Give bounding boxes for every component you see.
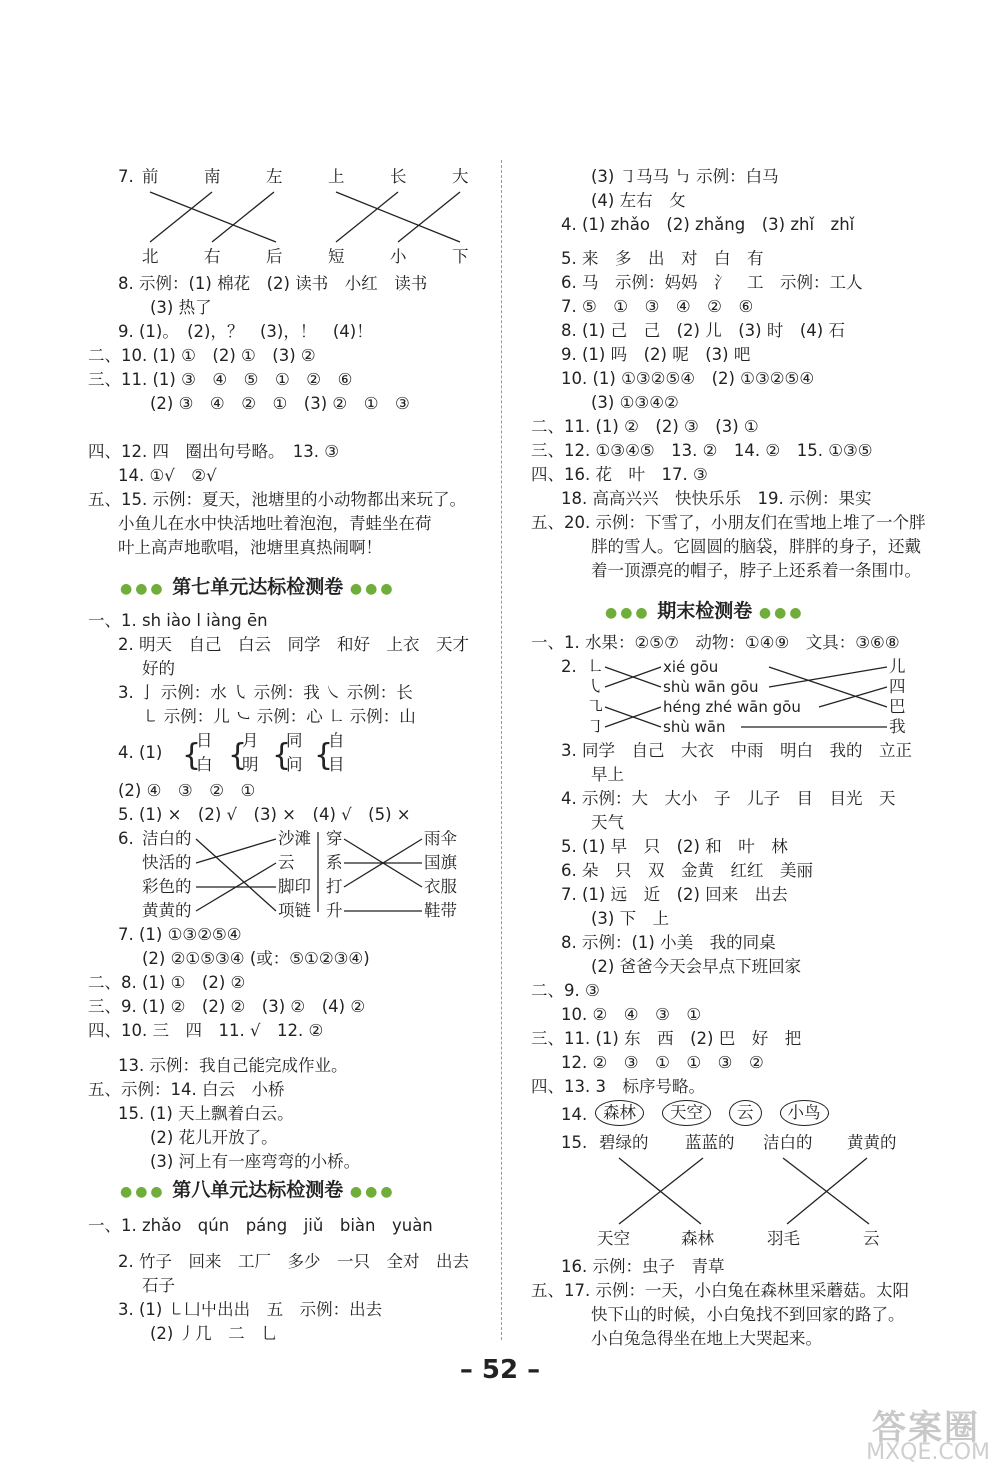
q7-top-6: 大: [452, 167, 469, 186]
q7-top-5: 长: [390, 167, 407, 186]
answer-line: (2) 爸爸今天会早点下班回家: [591, 957, 802, 976]
answer-line: 3. (1) ㇄凵屮出出 五 示例：出去: [118, 1300, 383, 1319]
answer-line: (3) 下 上: [591, 909, 670, 928]
answer-line: 13. 示例：我自己能完成作业。: [118, 1056, 348, 1075]
q2-name: xié gōu: [663, 658, 719, 676]
answer-line: (3) 热了: [150, 298, 212, 317]
answer-line: 9. (1)。 (2)，？ (3)，！ (4)！: [118, 322, 373, 341]
answer-line: 14. ①√ ②√: [118, 466, 217, 485]
answer-line: 小鱼儿在水中快活地吐着泡泡，青蛙坐在荷: [118, 514, 432, 533]
answer-line: 16. 示例：虫子 青草: [561, 1257, 725, 1276]
answer-line: ㇄ 示例：儿 ㇃ 示例：心 ㇗ 示例：山: [142, 707, 416, 726]
q2-stroke: ㇂: [587, 677, 604, 696]
answer-line: 着一顶漂亮的帽子，脖子上还系着一条围巾。: [591, 561, 921, 580]
oval-answer: 天空: [662, 1100, 711, 1126]
column-divider: [501, 160, 502, 1340]
q2-char: 四: [889, 677, 906, 696]
q6-verb: 升: [326, 901, 343, 920]
watermark-url: MXQE.COM: [866, 1440, 990, 1465]
answer-line: (4) 左右 攵: [591, 191, 686, 210]
answer-line: 五、15. 示例：夏天，池塘里的小动物都出来玩了。: [88, 490, 466, 509]
q6-left: 快活的: [142, 853, 192, 872]
q15-bottom: 云: [863, 1229, 880, 1248]
q15-top: 洁白的: [763, 1133, 813, 1152]
answer-line: (2) 花儿开放了。: [150, 1128, 278, 1147]
answer-line: 4. 示例：大 大小 子 儿子 目 目光 天: [561, 789, 896, 808]
answer-line: 三、12. ①③④⑤ 13. ② 14. ② 15. ①③⑤: [531, 441, 873, 460]
q2-stroke: ㇈: [587, 697, 604, 716]
q6-mid: 沙滩: [278, 829, 311, 848]
answer-line: 2. 竹子 回来 工厂 多少 一只 全对 出去: [118, 1252, 469, 1271]
q7-bottom-5: 小: [390, 247, 407, 266]
q6-verb: 穿: [326, 829, 343, 848]
answer-line: 叶上高声地歌唱，池塘里真热闹啊！: [118, 538, 382, 557]
q14-label: 14.: [561, 1105, 588, 1124]
answer-line: 10. (1) ①③②⑤④ (2) ①③②⑤④: [561, 369, 815, 388]
watermark-logo: 答案圈: [872, 1408, 980, 1448]
q6-right: 雨伞: [424, 829, 457, 848]
answer-line: 四、16. 花 叶 17. ③: [531, 465, 708, 484]
brace-icon: {: [314, 738, 334, 773]
answer-line: 8. (1) 己 己 (2) 儿 (3) 时 (4) 石: [561, 321, 845, 340]
bullet-dots-icon: ●●●: [349, 581, 396, 597]
q7-bottom-2: 右: [204, 247, 221, 266]
answer-line: 二、10. (1) ① (2) ① (3) ②: [88, 346, 316, 365]
q2-name: shù wān gōu: [663, 678, 759, 696]
answer-line: 一、1. sh iào l iàng ēn: [88, 611, 268, 630]
q15-bottom: 森林: [681, 1229, 714, 1248]
unit8-title: ●●● 第八单元达标检测卷 ●●●: [120, 1179, 396, 1201]
bullet-dots-icon: ●●●: [605, 605, 651, 621]
answer-line: 五、20. 示例：下雪了，小朋友们在雪地上堆了一个胖: [531, 513, 926, 532]
q15-top: 碧绿的: [599, 1133, 649, 1152]
q7-top-3: 左: [266, 167, 283, 186]
bullet-dots-icon: ●●●: [349, 1184, 396, 1200]
answer-line: 4. (1) zhǎo (2) zhǎng (3) zhǐ zhǐ: [561, 215, 855, 234]
answer-line: 四、12. 四 圈出句号略。 13. ③: [88, 442, 340, 461]
answer-line: 12. ② ③ ① ① ③ ②: [561, 1053, 764, 1072]
q6-right: 鞋带: [424, 901, 457, 920]
answer-line: 五、17. 示例：一天，小白兔在森林里采蘑菇。太阳: [531, 1281, 909, 1300]
oval-answer: 小鸟: [780, 1100, 829, 1126]
answer-line: 天气: [591, 813, 624, 832]
unit7-title: ●●● 第七单元达标检测卷 ●●●: [120, 576, 396, 598]
q2-name: shù wān: [663, 718, 726, 736]
q7-top-1: 前: [142, 167, 159, 186]
answer-line: 好的: [142, 659, 175, 678]
q7-top-4: 上: [328, 167, 345, 186]
answer-line: 一、1. zhǎo qún páng jiǔ biàn yuàn: [88, 1216, 433, 1235]
answer-line: 3. 同学 自己 大衣 中雨 明白 我的 立正: [561, 741, 912, 760]
q15-lines: [505, 0, 1000, 1240]
q6-mid: 脚印: [278, 877, 311, 896]
q6-mid: 云: [278, 853, 295, 872]
answer-line: 小白兔急得坐在地上大哭起来。: [591, 1329, 822, 1348]
answer-line: (3) ①③④②: [591, 393, 679, 412]
q4-char: 同: [286, 731, 303, 750]
q7-bottom-1: 北: [142, 247, 159, 266]
q7-bottom-6: 下: [452, 247, 469, 266]
q2-label: 2.: [561, 657, 577, 676]
answer-line: 5. 来 多 出 对 白 有: [561, 249, 764, 268]
q2-stroke: ㇗: [587, 657, 604, 676]
answer-line: (2) 丿几 二 乚: [150, 1324, 278, 1343]
answer-line: 7. (1) ①③②⑤④: [118, 925, 242, 944]
q6-mid: 项链: [278, 901, 311, 920]
bullet-dots-icon: ●●●: [758, 605, 805, 621]
q15-bottom: 天空: [597, 1229, 630, 1248]
q4-char: 问: [286, 755, 303, 774]
q6-label: 6.: [118, 829, 134, 848]
brace-icon: {: [272, 738, 292, 773]
q6-left: 洁白的: [142, 829, 192, 848]
q6-right: 衣服: [424, 877, 457, 896]
answer-line: 10. ② ④ ③ ①: [561, 1005, 702, 1024]
oval-answer: 森林: [595, 1100, 644, 1126]
answer-line: 6. 朵 只 双 金黄 红红 美丽: [561, 861, 813, 880]
q2-stroke: ㇆: [587, 717, 604, 736]
q6-verb: 打: [326, 877, 343, 896]
q15-top: 黄黄的: [847, 1133, 897, 1152]
q4-char: 白: [196, 755, 213, 774]
answer-line: 快下山的时候，小白兔找不到回家的路了。: [591, 1305, 905, 1324]
brace-icon: {: [228, 738, 248, 773]
answer-line: 三、11. (1) 东 西 (2) 巴 好 把: [531, 1029, 802, 1048]
page-number: – 52 –: [459, 1355, 541, 1385]
q4-char: 明: [242, 755, 259, 774]
q4-char: 目: [328, 755, 345, 774]
brace-icon: {: [182, 738, 202, 773]
oval-answer: 云: [729, 1100, 762, 1126]
answer-line: 6. 马 示例：妈妈 氵 工 示例：工人: [561, 273, 863, 292]
final-title: ●●● 期末检测卷 ●●●: [605, 600, 805, 622]
answer-line: 二、11. (1) ② (2) ③ (3) ①: [531, 417, 759, 436]
answer-line: (2) ③ ④ ② ① (3) ② ① ③: [150, 394, 410, 413]
answer-line: (2) ②①⑤③④ (或：⑤①②③④): [142, 949, 370, 968]
answer-line: 三、11. (1) ③ ④ ⑤ ① ② ⑥: [88, 370, 353, 389]
q7-bottom-4: 短: [328, 247, 345, 266]
answer-line: (3) ㇆马马 ㇉ 示例：白马: [591, 167, 779, 186]
answer-line: 早上: [591, 765, 624, 784]
answer-line: 18. 高高兴兴 快快乐乐 19. 示例：果实: [561, 489, 872, 508]
answer-line: (2) ④ ③ ② ①: [118, 781, 256, 800]
q7-bottom-3: 后: [266, 247, 283, 266]
bullet-dots-icon: ●●●: [120, 581, 166, 597]
q4-char: 月: [242, 731, 259, 750]
answer-line: 7. (1) 远 近 (2) 回来 出去: [561, 885, 788, 904]
q6-left: 彩色的: [142, 877, 192, 896]
q2-char: 儿: [889, 657, 906, 676]
q7-top-2: 南: [204, 167, 221, 186]
answer-line: 胖的雪人。它圆圆的脑袋，胖胖的身子，还戴: [591, 537, 921, 556]
answer-line: 9. (1) 吗 (2) 呢 (3) 吧: [561, 345, 751, 364]
answer-line: (3) 河上有一座弯弯的小桥。: [150, 1152, 361, 1171]
q2-char: 我: [889, 717, 906, 736]
answer-line: 四、10. 三 四 11. √ 12. ②: [88, 1021, 324, 1040]
q15-label: 15.: [561, 1133, 588, 1152]
answer-line: 一、1. 水果：②⑤⑦ 动物：①④⑨ 文具：③⑥⑧: [531, 633, 900, 652]
q15-bottom: 羽毛: [767, 1229, 800, 1248]
answer-line: 2. 明天 自己 白云 同学 和好 上衣 天才: [118, 635, 469, 654]
answer-line: 四、13. 3 标序号略。: [531, 1077, 705, 1096]
q6-right: 国旗: [424, 853, 457, 872]
answer-line: 15. (1) 天上飘着白云。: [118, 1104, 294, 1123]
answer-line: 7. ⑤ ① ③ ④ ② ⑥: [561, 297, 754, 316]
q6-lines: [0, 0, 500, 960]
answer-line: 三、9. (1) ② (2) ② (3) ② (4) ②: [88, 997, 366, 1016]
answer-line: 5. (1) × (2) √ (3) × (4) √ (5) ×: [118, 805, 411, 824]
bullet-dots-icon: ●●●: [120, 1184, 166, 1200]
q2-name: héng zhé wān gōu: [663, 698, 801, 716]
answer-line: 二、8. (1) ① (2) ②: [88, 973, 246, 992]
answer-line: 8. 示例：(1) 棉花 (2) 读书 小红 读书: [118, 274, 428, 293]
q15-top: 蓝蓝的: [685, 1133, 735, 1152]
q2-char: 巴: [889, 697, 906, 716]
answer-line: 5. (1) 早 只 (2) 和 叶 林: [561, 837, 788, 856]
q4-char: 自: [328, 731, 345, 750]
q4-label: 4. (1): [118, 743, 163, 762]
answer-line: 8. 示例：(1) 小美 我的同桌: [561, 933, 776, 952]
answer-line: 3. 亅 示例：水 ㇂ 示例：我 ㇏ 示例：长: [118, 683, 413, 702]
answer-line: 二、9. ③: [531, 981, 600, 1000]
answer-line: 五、示例：14. 白云 小桥: [88, 1080, 285, 1099]
q6-left: 黄黄的: [142, 901, 192, 920]
q4-char: 日: [196, 731, 213, 750]
answer-line: 石子: [142, 1276, 175, 1295]
q6-verb: 系: [326, 853, 343, 872]
q7-label: 7.: [118, 167, 134, 186]
